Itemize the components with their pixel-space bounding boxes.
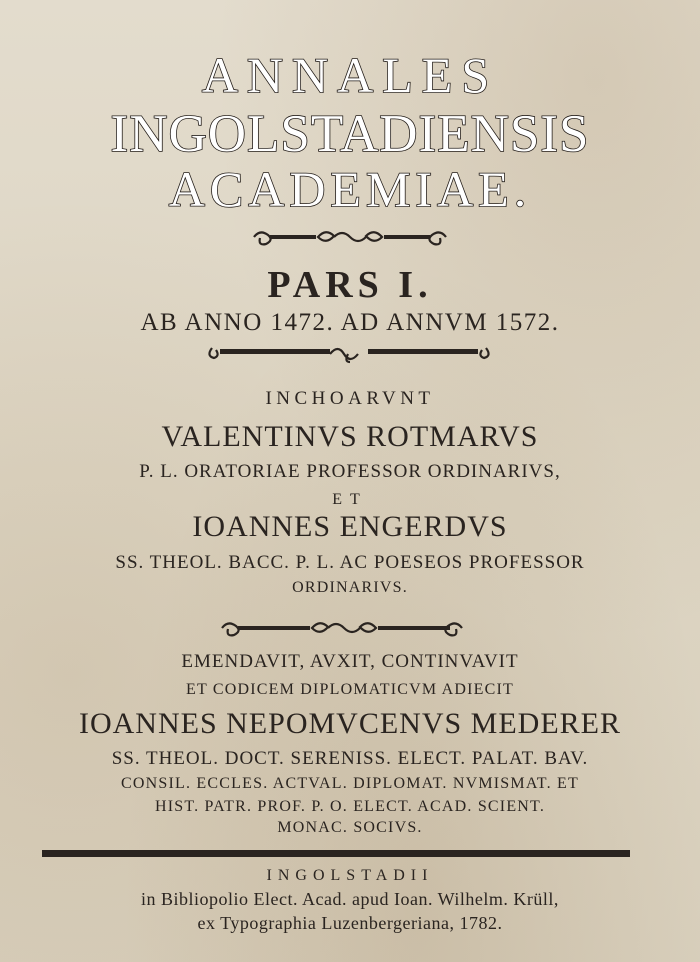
year-range: AB ANNO 1472. AD ANNVM 1572. xyxy=(140,309,560,336)
imprint-printer: ex Typographia Luzenbergeriana, 1782. xyxy=(197,913,503,933)
author-name-rotmarus: VALENTINVS ROTMARVS xyxy=(161,420,539,453)
editor-role-line4: MONAC. SOCIVS. xyxy=(277,819,423,836)
author-role-rotmarus: P. L. ORATORIAE PROFESSOR ORDINARIVS, xyxy=(139,461,561,482)
ornament-divider-3 xyxy=(0,617,700,639)
double-rule xyxy=(42,850,630,857)
inchoarunt-label: INCHOARVNT xyxy=(265,388,435,409)
imprint-place: INGOLSTADII xyxy=(266,867,434,884)
title-line-academiae: ACADEMIAE. xyxy=(168,161,532,217)
imprint-publisher: in Bibliopolio Elect. Acad. apud Ioan. Wilhelm. Krüll, xyxy=(141,889,559,909)
editor-role-line2: CONSIL. ECCLES. ACTVAL. DIPLOMAT. NVMISMAT. ET xyxy=(121,775,579,792)
ornament-divider-2 xyxy=(0,340,700,364)
editor-role-line3: HIST. PATR. PROF. P. O. ELECT. ACAD. SCIENT. xyxy=(154,798,546,815)
editor-name: IOANNES NEPOMVCENVS MEDERER xyxy=(78,707,622,740)
ornament-divider-1 xyxy=(0,226,700,248)
author-role-engerdus-line2: ORDINARIVS. xyxy=(292,579,408,596)
author-role-engerdus-line1: SS. THEOL. BACC. P. L. AC POESEOS PROFESSOR xyxy=(115,552,585,573)
editor-intro-line2: ET CODICEM DIPLOMATICVM ADIECIT xyxy=(185,681,514,698)
conjunction-et: ET xyxy=(332,491,368,508)
title-line-ingolstadiensis: INGOLSTADIENSIS xyxy=(110,105,590,163)
editor-intro-line1: EMENDAVIT, AVXIT, CONTINVAVIT xyxy=(181,651,519,672)
title-line-annales: ANNALES xyxy=(201,47,499,103)
editor-role-line1: SS. THEOL. DOCT. SERENISS. ELECT. PALAT. BAV. xyxy=(111,748,589,769)
part-label: PARS I. xyxy=(267,264,433,306)
author-name-engerdus: IOANNES ENGERDVS xyxy=(192,510,508,543)
